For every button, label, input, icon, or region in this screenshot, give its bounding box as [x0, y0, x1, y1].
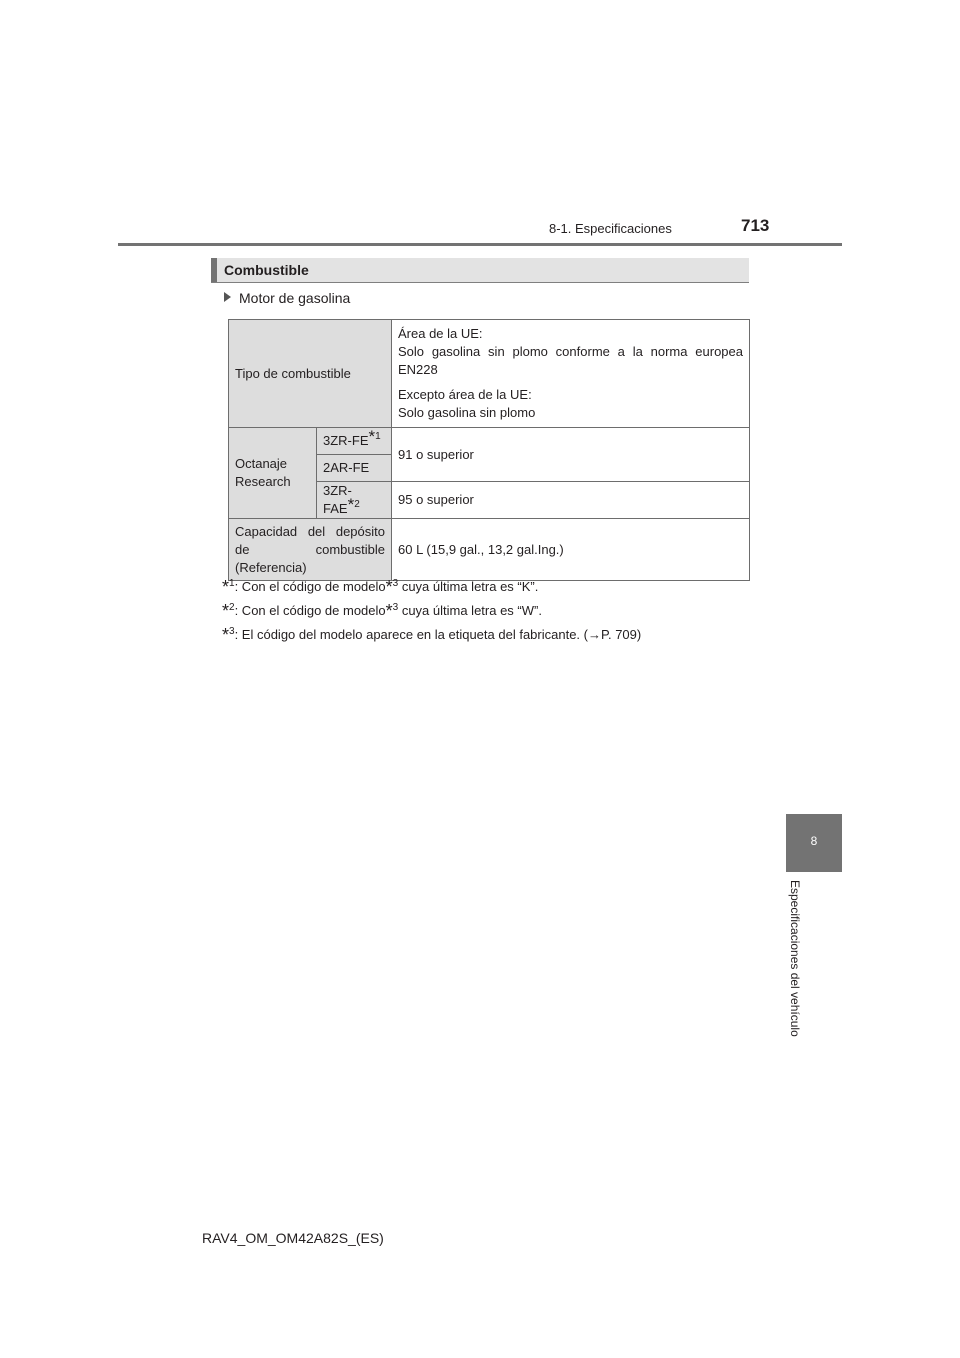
header-divider: [118, 243, 842, 246]
fuel-type-eu: [398, 325, 743, 379]
engine-code: 2AR-FE: [323, 460, 370, 475]
chapter-tab[interactable]: [786, 814, 842, 872]
eu-label: Área de la UE:: [398, 326, 483, 341]
engine-cell: [317, 455, 392, 482]
fuel-type-value: [392, 320, 750, 428]
footnote: [222, 601, 542, 622]
section-heading-accent: [211, 258, 217, 282]
octane-label: Octanaje Research: [229, 428, 317, 519]
capacity-label: Capacidad del depósito de combustible (Referencia): [229, 519, 392, 581]
engine-code: 3ZR-FAE: [323, 483, 352, 516]
footnote-marker: *: [385, 577, 393, 597]
footnote-text: : El código del modelo aparece en la etiqueta del fabricante. (: [234, 627, 588, 642]
fuel-type-label: Tipo de combustible: [229, 320, 392, 428]
footnote-marker: *: [368, 427, 376, 446]
footnote-marker: *: [222, 625, 230, 645]
footnote-ref: 3: [392, 578, 399, 589]
footnote-ref: 2: [354, 499, 360, 510]
footnote-ref: 1: [229, 578, 235, 589]
footnote: [222, 577, 538, 598]
footnote-ref: 3: [392, 602, 399, 613]
table-row: [229, 428, 750, 455]
octane-value: 95 o superior: [392, 482, 750, 519]
footnote-marker: *: [385, 601, 393, 621]
footnote: [222, 625, 641, 646]
table-row: [229, 519, 750, 581]
page-link[interactable]: P. 709): [600, 627, 642, 642]
subheading-text: Motor de gasolina: [239, 290, 351, 306]
footnote-ref: 2: [229, 602, 235, 613]
chapter-number: 8: [810, 834, 818, 848]
footnote-text: : Con el código de modelo: [234, 603, 386, 618]
chapter-label: Especificaciones del vehículo: [788, 880, 802, 1037]
non-eu-label: Excepto área de la UE:: [398, 387, 532, 402]
footnote-marker: *: [222, 601, 230, 621]
fuel-spec-table: [228, 319, 750, 581]
footer-code: RAV4_OM_OM42A82S_(ES): [202, 1230, 384, 1246]
table-row: [229, 320, 750, 428]
footnote-ref: 3: [229, 626, 235, 637]
section-heading-bar: [211, 258, 749, 283]
eu-value: Solo gasolina sin plomo conforme a la norma europea EN228: [398, 344, 743, 377]
triangle-bullet-icon: [224, 292, 231, 302]
engine-cell: [317, 482, 392, 519]
footnote-marker: *: [222, 577, 230, 597]
arrow-right-icon: →: [587, 627, 601, 642]
subheading: [224, 290, 350, 306]
page-number: 713: [741, 216, 770, 235]
fuel-type-non-eu: [398, 386, 743, 422]
engine-code: 3ZR-FE: [323, 433, 369, 448]
octane-value: 91 o superior: [392, 428, 750, 482]
footnote-marker: *: [347, 495, 355, 514]
header-section-title: 8-1. Especificaciones: [549, 221, 672, 236]
footnote-text: cuya última letra es “K”.: [398, 579, 539, 594]
engine-cell: [317, 428, 392, 455]
footnote-text: : Con el código de modelo: [234, 579, 386, 594]
footnote-text: cuya última letra es “W”.: [398, 603, 542, 618]
footnote-ref: 1: [375, 431, 381, 442]
capacity-value: 60 L (15,9 gal., 13,2 gal.Ing.): [392, 519, 750, 581]
non-eu-value: Solo gasolina sin plomo: [398, 405, 536, 420]
section-title: Combustible: [224, 262, 309, 278]
